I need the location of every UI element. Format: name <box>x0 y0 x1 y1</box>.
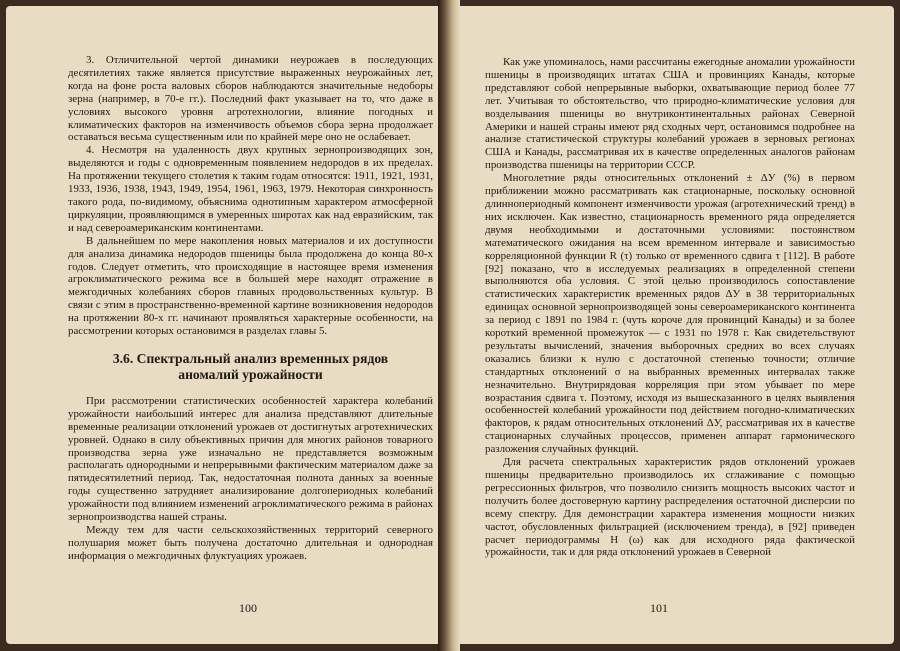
left-page <box>6 6 446 644</box>
page-number: 100 <box>239 601 257 615</box>
page-number: 101 <box>650 601 668 615</box>
left-text-block <box>68 54 433 563</box>
paragraph: Для расчета спектральных характеристик рядов отклонений урожаев пшеницы предварительно производилось их сглаживание с помощью регрессионных фильтров, что позволило снизить мощность высоких частот и получить более достоверную картину распределения остаточной дисперсии по всему спектру. Для демонстрации характера изменения мощности низких частот, обусловленных фильтрацией (исключением тренда), в [92] приведен расчет периодограммы H (ω) как для исходного ряда фактической урожайности, так и для ряда отклонений урожаев в Северной <box>485 456 855 559</box>
section-heading-line-2: аномалий урожайности <box>178 366 323 382</box>
right-text-block <box>485 56 855 559</box>
paragraph: 3. Отличительной чертой динамики неурожаев в последующих десятилетиях также является присутствие выраженных неурожайных лет, когда на фоне роста валовых сборов наблюдаются значительные недоборы зерна (например, в 70-е гг.). Последний факт указывает на то, что даже в условиях высокого уровня агротехнологии, влияние погодных и климатических факторов на изменчивость объемов сбора зерна продолжает оставаться весьма существенным или по крайней мере оно не ослабевает. <box>68 54 433 144</box>
paragraph: Между тем для части сельскохозяйственных территорий северного полушария может быть получена достаточно длительная и однородная информация о межгодичных флуктуациях урожаев. <box>68 524 433 562</box>
paragraph: Как уже упоминалось, нами рассчитаны ежегодные аномалии урожайности пшеницы в производящих штатах США и провинциях Канады, которые представляют собой непрерывные выборки, охватывающие период более 77 лет. Учитывая то обстоятельство, что природно-климатические условия для возделывания пшеницы во внутриконтинентальных районах Северной Америки и нашей страны имеют ряд сходных черт, остановимся подробнее на анализе статистической структуры колебаний урожаев в зерновых регионах США и Канады, рассматривая их в качестве определенных аналогов районам производства пшеницы на территории СССР. <box>485 56 855 172</box>
right-page <box>452 6 894 644</box>
paragraph: При рассмотрении статистических особенностей характера колебаний урожайности наибольший интерес для анализа представляют длительные временные реализации отклонений урожаев от достигнутых агротехнических уровней. Однако в силу объективных причин для многих районов товарного производства зерна уже изначально не представляется возможным располагать однородными и непрерывными фактическим материалом даже за пятидесятилетний период. Так, недостаточная полнота данных за военные годы существенно затрудняет анализирование долгопериодных колебаний урожайности под влиянием изменений агроклиматического режима в районах зернопроизводства нашей страны. <box>68 394 433 524</box>
book-gutter <box>438 0 460 651</box>
section-heading <box>68 351 433 383</box>
paragraph: В дальнейшем по мере накопления новых материалов и их доступности для анализа динамика недородов пшеницы была продолжена до конца 80-х годов. Следует отметить, что происходящие в настоящее время изменения агроклиматического режима все в большей мере находят отражение в межгодичных колебаниях сборов главных продовольственных культур. В связи с этим в пространственно-временной картине возникновения недородов на протяжении 80-х гг. начинают проявляться характерные особенности, на рассмотрении которых остановимся в разделах главы 5. <box>68 234 433 338</box>
section-heading-line-1: 3.6. Спектральный анализ временных рядов <box>112 350 389 366</box>
paragraph: Многолетние ряды относительных отклонений ± ΔУ (%) в первом приближении можно рассматривать как стационарные, поскольку основной длиннопериодный компонент изменчивости урожая (агротехнический тренд) в них исключен. Как известно, стационарность временного ряда определяется двумя необходимыми и достаточными условиями: постоянством математического ожидания на всем временном интервале и зависимостью корреляционной функции R (τ) только от временного сдвига τ [112]. В работе [92] показано, что в исследуемых реализациях в определенной степени выполняются оба условия. С этой целью производилось сопоставление статистических характеристик временных рядов ΔУ в 38 территориальных единицах основной зернопроизводящей зоны североамериканского континента за период с 1891 по 1984 г. (чуть короче для провинций Канады) и за более короткий временной промежуток — с 1931 по 1978 г. Как свидетельствуют результаты вычислений, значения выборочных средних во всех случаях оказались близки к нулю с достаточной степенью точности; отличие стандартных отклонений σ на выбранных временных интервалах также незначительно. Внутрирядовая корреляция при этом убывает по мере возрастания сдвига τ. Поэтому, исходя из вышесказанного в целях выявления особенностей колебаний урожайности под действием погодно-климатических факторов, к рядам относительных отклонений ΔУ, рассматривая их в качестве стационарных случайных процессов, применен аппарат гармонического разложения случайных функций. <box>485 172 855 456</box>
paragraph: 4. Несмотря на удаленность двух крупных зернопроизводящих зон, выделяются и годы с одновременным появлением недородов в их пределах. На протяжении текущего столетия к таким годам относятся: 1911, 1921, 1931, 1933, 1936, 1938, 1943, 1949, 1954, 1961, 1963, 1979. Некоторая синхронность такого рода, по-видимому, объяснима однотипным характером атмосферной циркуляции, проявляющимся в умеренных широтах как над евразийским, так и над североамериканским континентами. <box>68 144 433 234</box>
